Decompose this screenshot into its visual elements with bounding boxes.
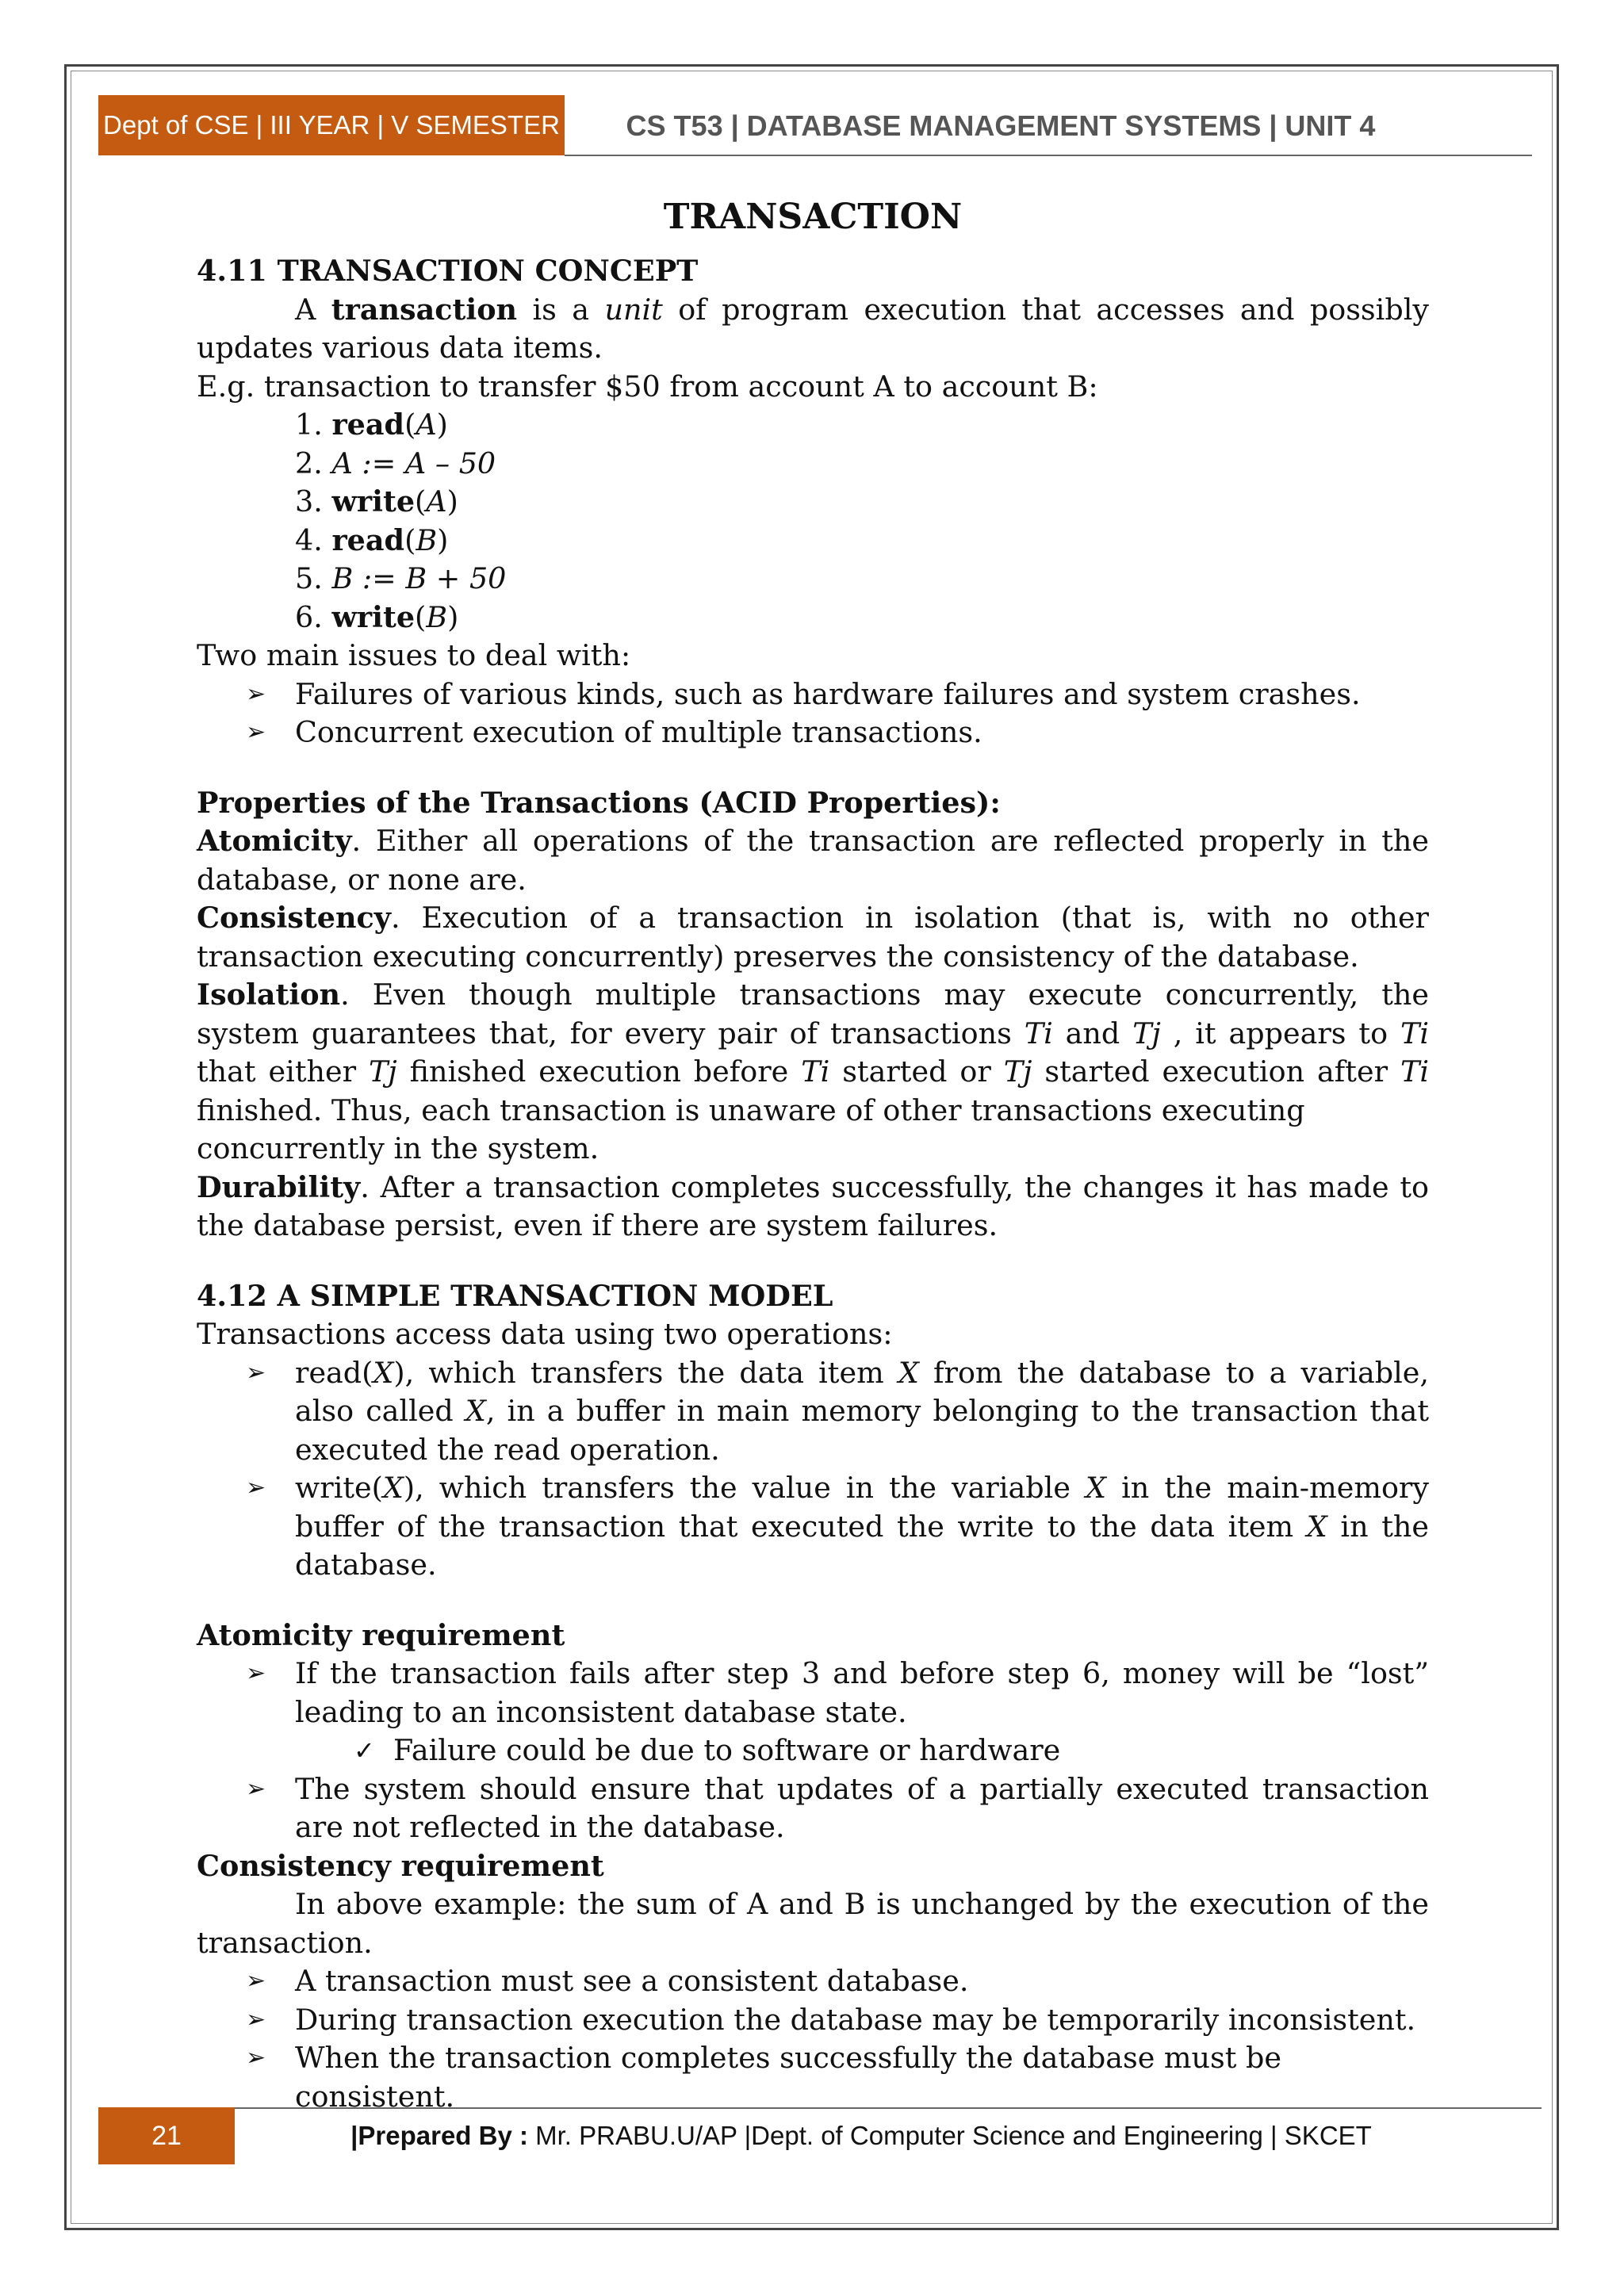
step-expr: A := A – 50 [331, 446, 496, 480]
text-span: , in a buffer in main memory belonging to the transaction that executed the read operation. [295, 1394, 1429, 1467]
consistency-req-paragraph: In above example: the sum of A and B is unchanged by the execution of the transaction. [197, 1887, 1429, 1960]
atomicity-requirement-heading: Atomicity requirement [197, 1617, 565, 1652]
atomicity-req-item [197, 1770, 1429, 1847]
text-span: ), which transfers the data item [393, 1355, 898, 1390]
var-ti: Ti [1024, 1016, 1053, 1050]
issues-intro: Two main issues to deal with: [197, 638, 631, 672]
arrow-bullet-icon: ➢ [246, 2005, 266, 2034]
text-span: . Even though multiple transactions may execute concurrently, the system guarantees that, for every pair of transactions [197, 978, 1429, 1050]
text-span: is a [517, 292, 605, 327]
consistency-property [197, 899, 1429, 976]
text-span: ), which transfers the value in the variable [403, 1471, 1086, 1505]
term-isolation: Isolation [197, 978, 341, 1012]
text-span: read( [295, 1355, 373, 1390]
step-op: write [331, 599, 416, 634]
item-text: During transaction execution the database may be temporarily inconsistent. [295, 2002, 1416, 2037]
section-4-12-heading: 4.12 A SIMPLE TRANSACTION MODEL [197, 1278, 833, 1313]
header-dept-label: Dept of CSE | III YEAR | V SEMESTER [98, 95, 565, 155]
footer-prepared-rest: Mr. PRABU.U/AP |Dept. of Computer Science and Engineering | SKCET [535, 2121, 1372, 2150]
arrow-bullet-icon: ➢ [246, 1659, 266, 1687]
text-span: . Execution of a transaction in isolation (that is, with no other transaction executing concurrently) preserves the consistency of the database. [197, 901, 1429, 974]
term-transaction: transaction [331, 292, 518, 327]
acid-heading: Properties of the Transactions (ACID Properties): [197, 785, 1001, 820]
var-ti: Ti [1400, 1016, 1429, 1050]
text-span: from the database to a variable, also called [295, 1355, 1429, 1428]
atomicity-req-subitem [197, 1732, 1429, 1770]
header-divider [565, 155, 1532, 156]
text-span: . Either all operations of the transaction are reflected properly in the database, or none are. [197, 824, 1429, 897]
text-span: A [295, 292, 331, 327]
text-span: , it appears to [1160, 1016, 1400, 1050]
text-span: started or [829, 1054, 1004, 1089]
step-arg: B [426, 599, 448, 634]
term-consistency: Consistency [197, 901, 391, 935]
write-operation-item [197, 1469, 1429, 1585]
step-5 [295, 560, 1429, 599]
consistency-req-item [197, 1962, 1429, 2001]
item-text: When the transaction completes successfully the database must be consistent. [295, 2041, 1281, 2114]
consistency-req-item [197, 2001, 1429, 2040]
read-operation-item [197, 1354, 1429, 1470]
durability-property [197, 1169, 1429, 1246]
isolation-property [197, 976, 1429, 1130]
step-op: read [331, 522, 405, 557]
consistency-req-item [197, 2039, 1429, 2116]
text-span: started execution after [1032, 1054, 1400, 1089]
step-number: 2. [295, 446, 332, 480]
issue-item [197, 714, 1429, 752]
step-number: 4. [295, 522, 332, 557]
step-arg: A [416, 408, 437, 442]
step-3: 3. write(A) [295, 484, 458, 519]
term-unit: unit [604, 292, 663, 327]
var-x: X [465, 1394, 486, 1428]
step-6: 6. write(B) [295, 599, 459, 634]
checkmark-icon: ✓ [354, 1735, 375, 1766]
var-tj: Tj [1003, 1054, 1032, 1089]
arrow-bullet-icon: ➢ [246, 1474, 266, 1502]
item-text: The system should ensure that updates of a partially executed transaction are not reflected in the database. [295, 1771, 1429, 1844]
var-ti: Ti [1400, 1054, 1429, 1089]
step-arg: B [416, 522, 438, 557]
step-arg: A [426, 484, 447, 519]
item-text: Failure could be due to software or hardware [393, 1733, 1061, 1767]
text-span: in the main-memory buffer of the transaction that executed the write to the data item [295, 1471, 1429, 1544]
item-text: A transaction must see a consistent database. [295, 1964, 969, 1998]
page-title: TRANSACTION [663, 197, 963, 237]
step-number: 5. [295, 561, 332, 595]
isolation-property-cont: concurrently in the system. [197, 1131, 599, 1165]
arrow-bullet-icon: ➢ [246, 1358, 266, 1387]
consistency-requirement-heading: Consistency requirement [197, 1848, 604, 1883]
step-expr: B := B + 50 [331, 561, 507, 595]
var-ti: Ti [801, 1054, 830, 1089]
text-span: of program execution that accesses and possibly updates various data items. [197, 292, 1429, 365]
step-2 [295, 445, 1429, 484]
var-x: X [1086, 1471, 1107, 1505]
atomicity-property [197, 822, 1429, 899]
item-text: If the transaction fails after step 3 and before step 6, money will be “lost” leading to an inconsistent database state. [295, 1656, 1429, 1729]
header-course-title: CS T53 | DATABASE MANAGEMENT SYSTEMS | UNIT 4 [626, 109, 1376, 142]
text-span: finished execution before [396, 1054, 802, 1089]
page-content [197, 193, 1429, 2116]
step-4: 4. read(B) [295, 522, 449, 557]
step-op: write [331, 484, 416, 519]
text-span: write( [295, 1471, 383, 1505]
step-1: 1. read(A) [295, 408, 448, 442]
var-x: X [898, 1355, 919, 1390]
text-span: and [1052, 1016, 1133, 1050]
footer-credit [235, 2107, 1488, 2164]
example-intro: E.g. transaction to transfer $50 from account A to account B: [197, 369, 1098, 404]
step-number: 3. [295, 484, 332, 519]
var-x: X [1306, 1509, 1327, 1544]
footer-prepared-label: |Prepared By : [350, 2121, 536, 2150]
term-durability: Durability [197, 1169, 361, 1204]
issue-text: Concurrent execution of multiple transactions. [295, 715, 982, 749]
atomicity-req-item [197, 1655, 1429, 1732]
text-span: finished. Thus, each transaction is unaware of other transactions executing [197, 1093, 1305, 1127]
arrow-bullet-icon: ➢ [246, 718, 266, 746]
transfer-steps [197, 406, 1429, 637]
step-op: read [331, 408, 405, 442]
arrow-bullet-icon: ➢ [246, 679, 266, 708]
arrow-bullet-icon: ➢ [246, 1774, 266, 1803]
var-x: X [373, 1355, 394, 1390]
var-tj: Tj [1132, 1016, 1161, 1050]
page-number: 21 [98, 2107, 235, 2164]
arrow-bullet-icon: ➢ [246, 1967, 266, 1995]
arrow-bullet-icon: ➢ [246, 2044, 266, 2072]
section-4-11-heading: 4.11 TRANSACTION CONCEPT [197, 254, 699, 288]
var-tj: Tj [368, 1054, 397, 1089]
text-span: in the database. [295, 1509, 1429, 1582]
step-number: 6. [295, 599, 332, 634]
step-number: 1. [295, 408, 332, 442]
term-atomicity: Atomicity [197, 824, 352, 858]
model-intro: Transactions access data using two operations: [197, 1317, 893, 1351]
var-x: X [382, 1471, 404, 1505]
text-span: that either [197, 1054, 369, 1089]
issue-item [197, 675, 1429, 714]
issue-text: Failures of various kinds, such as hardware failures and system crashes. [295, 676, 1361, 711]
transaction-definition [197, 291, 1429, 368]
text-span: . After a transaction completes successfully, the changes it has made to the database persist, even if there are system failures. [197, 1169, 1429, 1242]
